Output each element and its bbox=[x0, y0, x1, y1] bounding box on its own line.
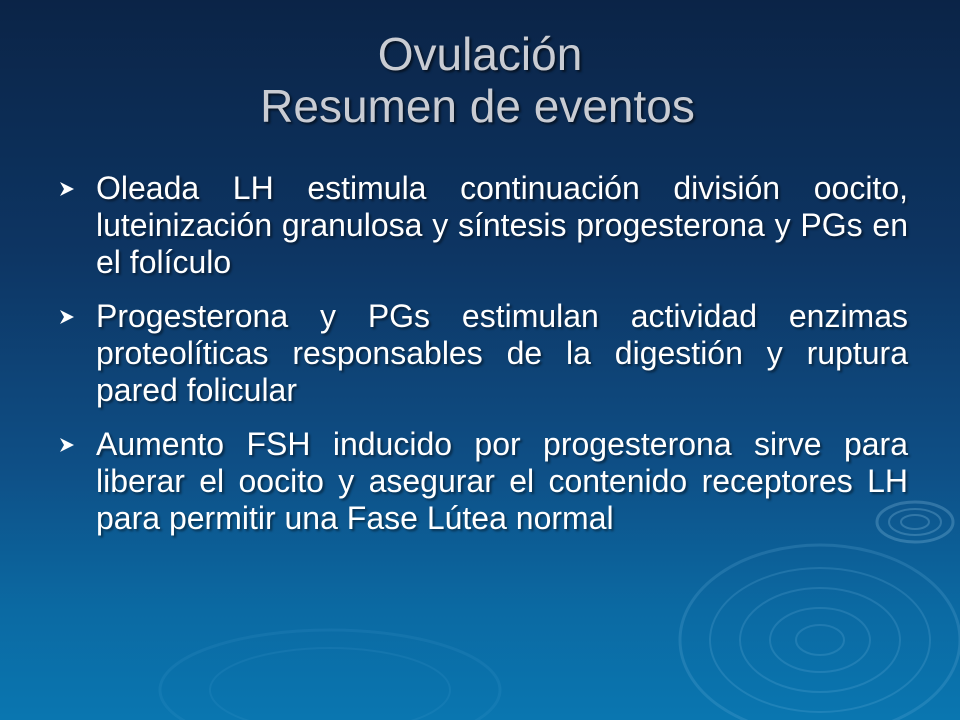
bullet-item bbox=[58, 298, 908, 409]
arrow-bullet-icon bbox=[58, 308, 76, 326]
slide-title bbox=[0, 28, 960, 132]
bullet-item bbox=[58, 426, 908, 537]
bullet-text: Aumento FSH inducido por progesterona sirve para liberar el oocito y asegurar el contenido receptores LH para permitir una Fase Lútea normal bbox=[96, 426, 908, 536]
bullet-text: Oleada LH estimula continuación división oocito, luteinización granulosa y síntesis progesterona y PGs en el folículo bbox=[96, 170, 908, 280]
arrow-bullet-icon bbox=[58, 180, 76, 198]
title-line-2: Resumen de eventos bbox=[260, 80, 695, 132]
title-line-1: Ovulación bbox=[377, 28, 583, 80]
bullet-item bbox=[58, 170, 908, 281]
bullet-text: Progesterona y PGs estimulan actividad enzimas proteolíticas responsables de la digestión y ruptura pared folicular bbox=[96, 298, 908, 408]
arrow-bullet-icon bbox=[58, 436, 76, 454]
bullet-list bbox=[58, 170, 908, 554]
